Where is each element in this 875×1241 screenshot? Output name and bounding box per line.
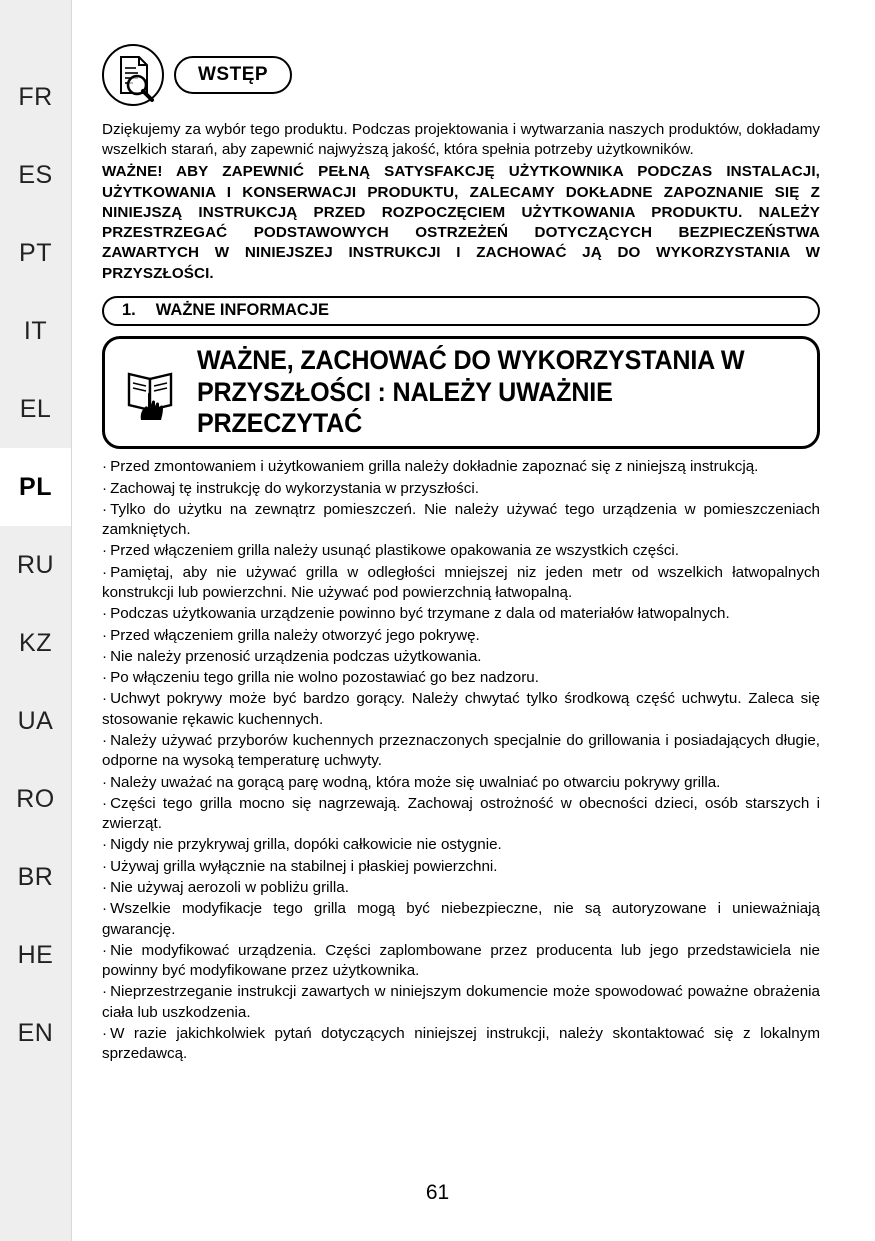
list-item (102, 541, 820, 561)
list-item-text: Nie należy przenosić urządzenia podczas użytkowania. (110, 647, 482, 665)
list-item (102, 857, 820, 877)
list-item-text: Nigdy nie przykrywaj grilla, dopóki całkowicie nie ostygnie. (110, 836, 502, 854)
important-warning-banner (102, 336, 820, 450)
bullet-dot-icon: · (102, 479, 108, 497)
warning-line-2: PRZYSZŁOŚCI : NALEŻY UWAŻNIE PRZECZYTAĆ (197, 376, 613, 439)
sidebar-item-label: RU (16, 550, 55, 579)
list-item-text: Używaj grilla wyłącznie na stabilnej i płaskiej powierzchni. (110, 857, 498, 875)
list-item (102, 731, 820, 772)
list-item (102, 500, 820, 541)
sidebar-item-ua[interactable] (0, 682, 71, 760)
intro-paragraph: Dziękujemy za wybór tego produktu. Podczas projektowania i wytwarzania naszych produktów, dokładamy wszelkich starań, aby zapewnić najwyższą jakość, która spełnia potrzeby użytkowników. (102, 121, 820, 159)
bullet-dot-icon: · (102, 542, 108, 560)
sidebar-item-en[interactable] (0, 994, 71, 1072)
intro-badge-label: WSTĘP (198, 64, 269, 85)
sidebar-item-label: PL (19, 472, 52, 501)
list-item-text: Tylko do użytku na zewnątrz pomieszczeń. Nie należy używać tego urządzenia w pomieszczeniach zamkniętych. (102, 500, 820, 539)
sidebar-item-pt[interactable] (0, 214, 71, 292)
list-item (102, 982, 820, 1023)
list-item-text: Wszelkie modyfikacje tego grilla mogą być niebezpieczne, nie są autoryzowane i unieważniają gwarancję. (102, 900, 820, 938)
list-item-text: Przed zmontowaniem i użytkowaniem grilla należy dokładnie zapoznać się z niniejszą instrukcją. (110, 458, 759, 476)
list-item-text: Przed włączeniem grilla należy otworzyć jego pokrywę. (110, 626, 480, 644)
hand-pointing-book-icon (121, 362, 183, 424)
sidebar-item-pl[interactable] (0, 448, 71, 526)
bullet-dot-icon: · (102, 647, 108, 665)
bullet-dot-icon: · (102, 983, 108, 1001)
list-item (102, 563, 820, 604)
list-item (102, 668, 820, 688)
sidebar-item-label: BR (17, 862, 54, 891)
warning-text (197, 345, 761, 441)
sidebar-item-br[interactable] (0, 838, 71, 916)
sidebar-item-el[interactable] (0, 370, 71, 448)
list-item (102, 773, 820, 793)
list-item (102, 878, 820, 898)
list-item (102, 626, 820, 646)
list-item (102, 457, 820, 477)
list-item (102, 479, 820, 499)
list-item (102, 689, 820, 730)
sidebar-item-label: EN (17, 1018, 54, 1047)
sidebar-item-ro[interactable] (0, 760, 71, 838)
bullet-dot-icon: · (102, 900, 108, 918)
list-item-text: Nie modyfikować urządzenia. Części zaplombowane przez producenta lub jego przedstawiciela nie powinny być modyfikowane przez użytkownika. (102, 941, 820, 980)
intro-header (102, 44, 820, 106)
bullet-dot-icon: · (102, 773, 108, 791)
list-item-text: Zachowaj tę instrukcję do wykorzystania w przyszłości. (110, 479, 479, 497)
sidebar-item-label: FR (18, 82, 53, 111)
list-item-text: Podczas użytkowania urządzenie powinno być trzymane z dala od materiałów łatwopalnych. (110, 605, 730, 623)
list-item-text: Uchwyt pokrywy może być bardzo gorący. Należy chwytać tylko środkową część uchwytu. Zaleca się stosowanie rękawic kuchennych. (102, 690, 820, 728)
bullet-dot-icon: · (102, 731, 108, 749)
language-sidebar (0, 0, 72, 1241)
sidebar-item-label: KZ (19, 628, 52, 657)
page-number: 61 (425, 1181, 450, 1204)
sidebar-item-it[interactable] (0, 292, 71, 370)
bullet-dot-icon: · (102, 878, 108, 896)
list-item-text: Przed włączeniem grilla należy usunąć plastikowe opakowania ze wszystkich części. (110, 542, 680, 560)
list-item-text: Należy uważać na gorącą parę wodną, która może się uwalniać po otwarciu pokrywy grilla. (110, 773, 721, 791)
sidebar-item-ru[interactable] (0, 526, 71, 604)
warning-line-1: WAŻNE, ZACHOWAĆ DO WYKORZYSTANIA W (197, 344, 745, 375)
sidebar-item-label: HE (17, 940, 54, 969)
list-item-text: Należy używać przyborów kuchennych przeznaczonych specjalnie do grillowania i posiadających długie, odporne na wysoką temperaturę uchwyty. (102, 731, 820, 770)
bullet-dot-icon: · (102, 794, 108, 812)
list-item (102, 941, 820, 982)
list-item (102, 794, 820, 835)
bullet-dot-icon: · (102, 500, 108, 518)
sidebar-item-es[interactable] (0, 136, 71, 214)
sidebar-item-label: ES (18, 160, 53, 189)
list-item (102, 647, 820, 667)
section-title: WAŻNE INFORMACJE (155, 301, 330, 320)
list-item-text: Po włączeniu tego grilla nie wolno pozostawiać go bez nadzoru. (110, 669, 539, 687)
section-title-bar (102, 296, 820, 326)
bullet-dot-icon: · (102, 836, 108, 854)
sidebar-item-label: UA (17, 706, 54, 735)
bullet-dot-icon: · (102, 458, 108, 476)
list-item-text: Części tego grilla mocno się nagrzewają. Zachowaj ostrożność w obecności dzieci, osób starszych i zwierząt. (102, 794, 820, 833)
sidebar-item-fr[interactable] (0, 58, 71, 136)
bullet-dot-icon: · (102, 626, 108, 644)
bullet-dot-icon: · (102, 690, 108, 708)
list-item-text: Nie używaj aerozoli w pobliżu grilla. (110, 878, 349, 896)
intro-badge (174, 56, 292, 94)
safety-bullet-list (102, 457, 820, 1064)
sidebar-item-kz[interactable] (0, 604, 71, 682)
list-item-text: Pamiętaj, aby nie używać grilla w odległości mniejszej niz jeden metr od wszelkich łatwopalnych konstrukcji lub powierzchni. Nie używać pod powierzchnią łatwopalną. (102, 563, 820, 602)
sidebar-item-he[interactable] (0, 916, 71, 994)
sidebar-item-label: IT (23, 316, 48, 345)
sidebar-item-label: EL (19, 394, 52, 423)
bullet-dot-icon: · (102, 857, 108, 875)
document-page (72, 0, 875, 1241)
section-number: 1. (122, 301, 136, 320)
document-magnifier-icon (102, 44, 164, 106)
sidebar-item-label: RO (16, 784, 55, 813)
bullet-dot-icon: · (102, 1024, 108, 1042)
bullet-dot-icon: · (102, 941, 108, 959)
bullet-dot-icon: · (102, 605, 108, 623)
list-item (102, 604, 820, 624)
sidebar-item-label: PT (19, 238, 52, 267)
list-item-text: Nieprzestrzeganie instrukcji zawartych w niniejszym dokumencie może spowodować poważne obrażenia ciała lub uszkodzenia. (102, 983, 820, 1021)
list-item-text: W razie jakichkolwiek pytań dotyczących niniejszej instrukcji, należy skontaktować się z lokalnym sprzedawcą. (102, 1024, 820, 1063)
bullet-dot-icon: · (102, 669, 108, 687)
bullet-dot-icon: · (102, 563, 108, 581)
list-item (102, 835, 820, 855)
list-item (102, 899, 820, 940)
intro-paragraph-bold: WAŻNE! ABY ZAPEWNIĆ PEŁNĄ SATYSFAKCJĘ UŻYTKOWNIKA PODCZAS INSTALACJI, UŻYTKOWANIA I KONSERWACJI PRODUKTU, ZALECAMY DOKŁADNE ZAPOZNANIE SIĘ Z NINIEJSZĄ INSTRUKCJĄ PRZED ROZPOCZĘCIEM UŻYTKOWANIA PRODUKTU. NALEŻY PRZESTRZEGAĆ PODSTAWOWYCH OSTRZEŻEŃ DOTYCZĄCYCH BEZPIECZEŃSTWA ZAWARTYCH W NINIEJSZEJ INSTRUKCJI I ZACHOWAĆ JĄ DO WYKORZYSTANIA W PRZYSZŁOŚCI. (102, 163, 820, 282)
list-item (102, 1024, 820, 1065)
